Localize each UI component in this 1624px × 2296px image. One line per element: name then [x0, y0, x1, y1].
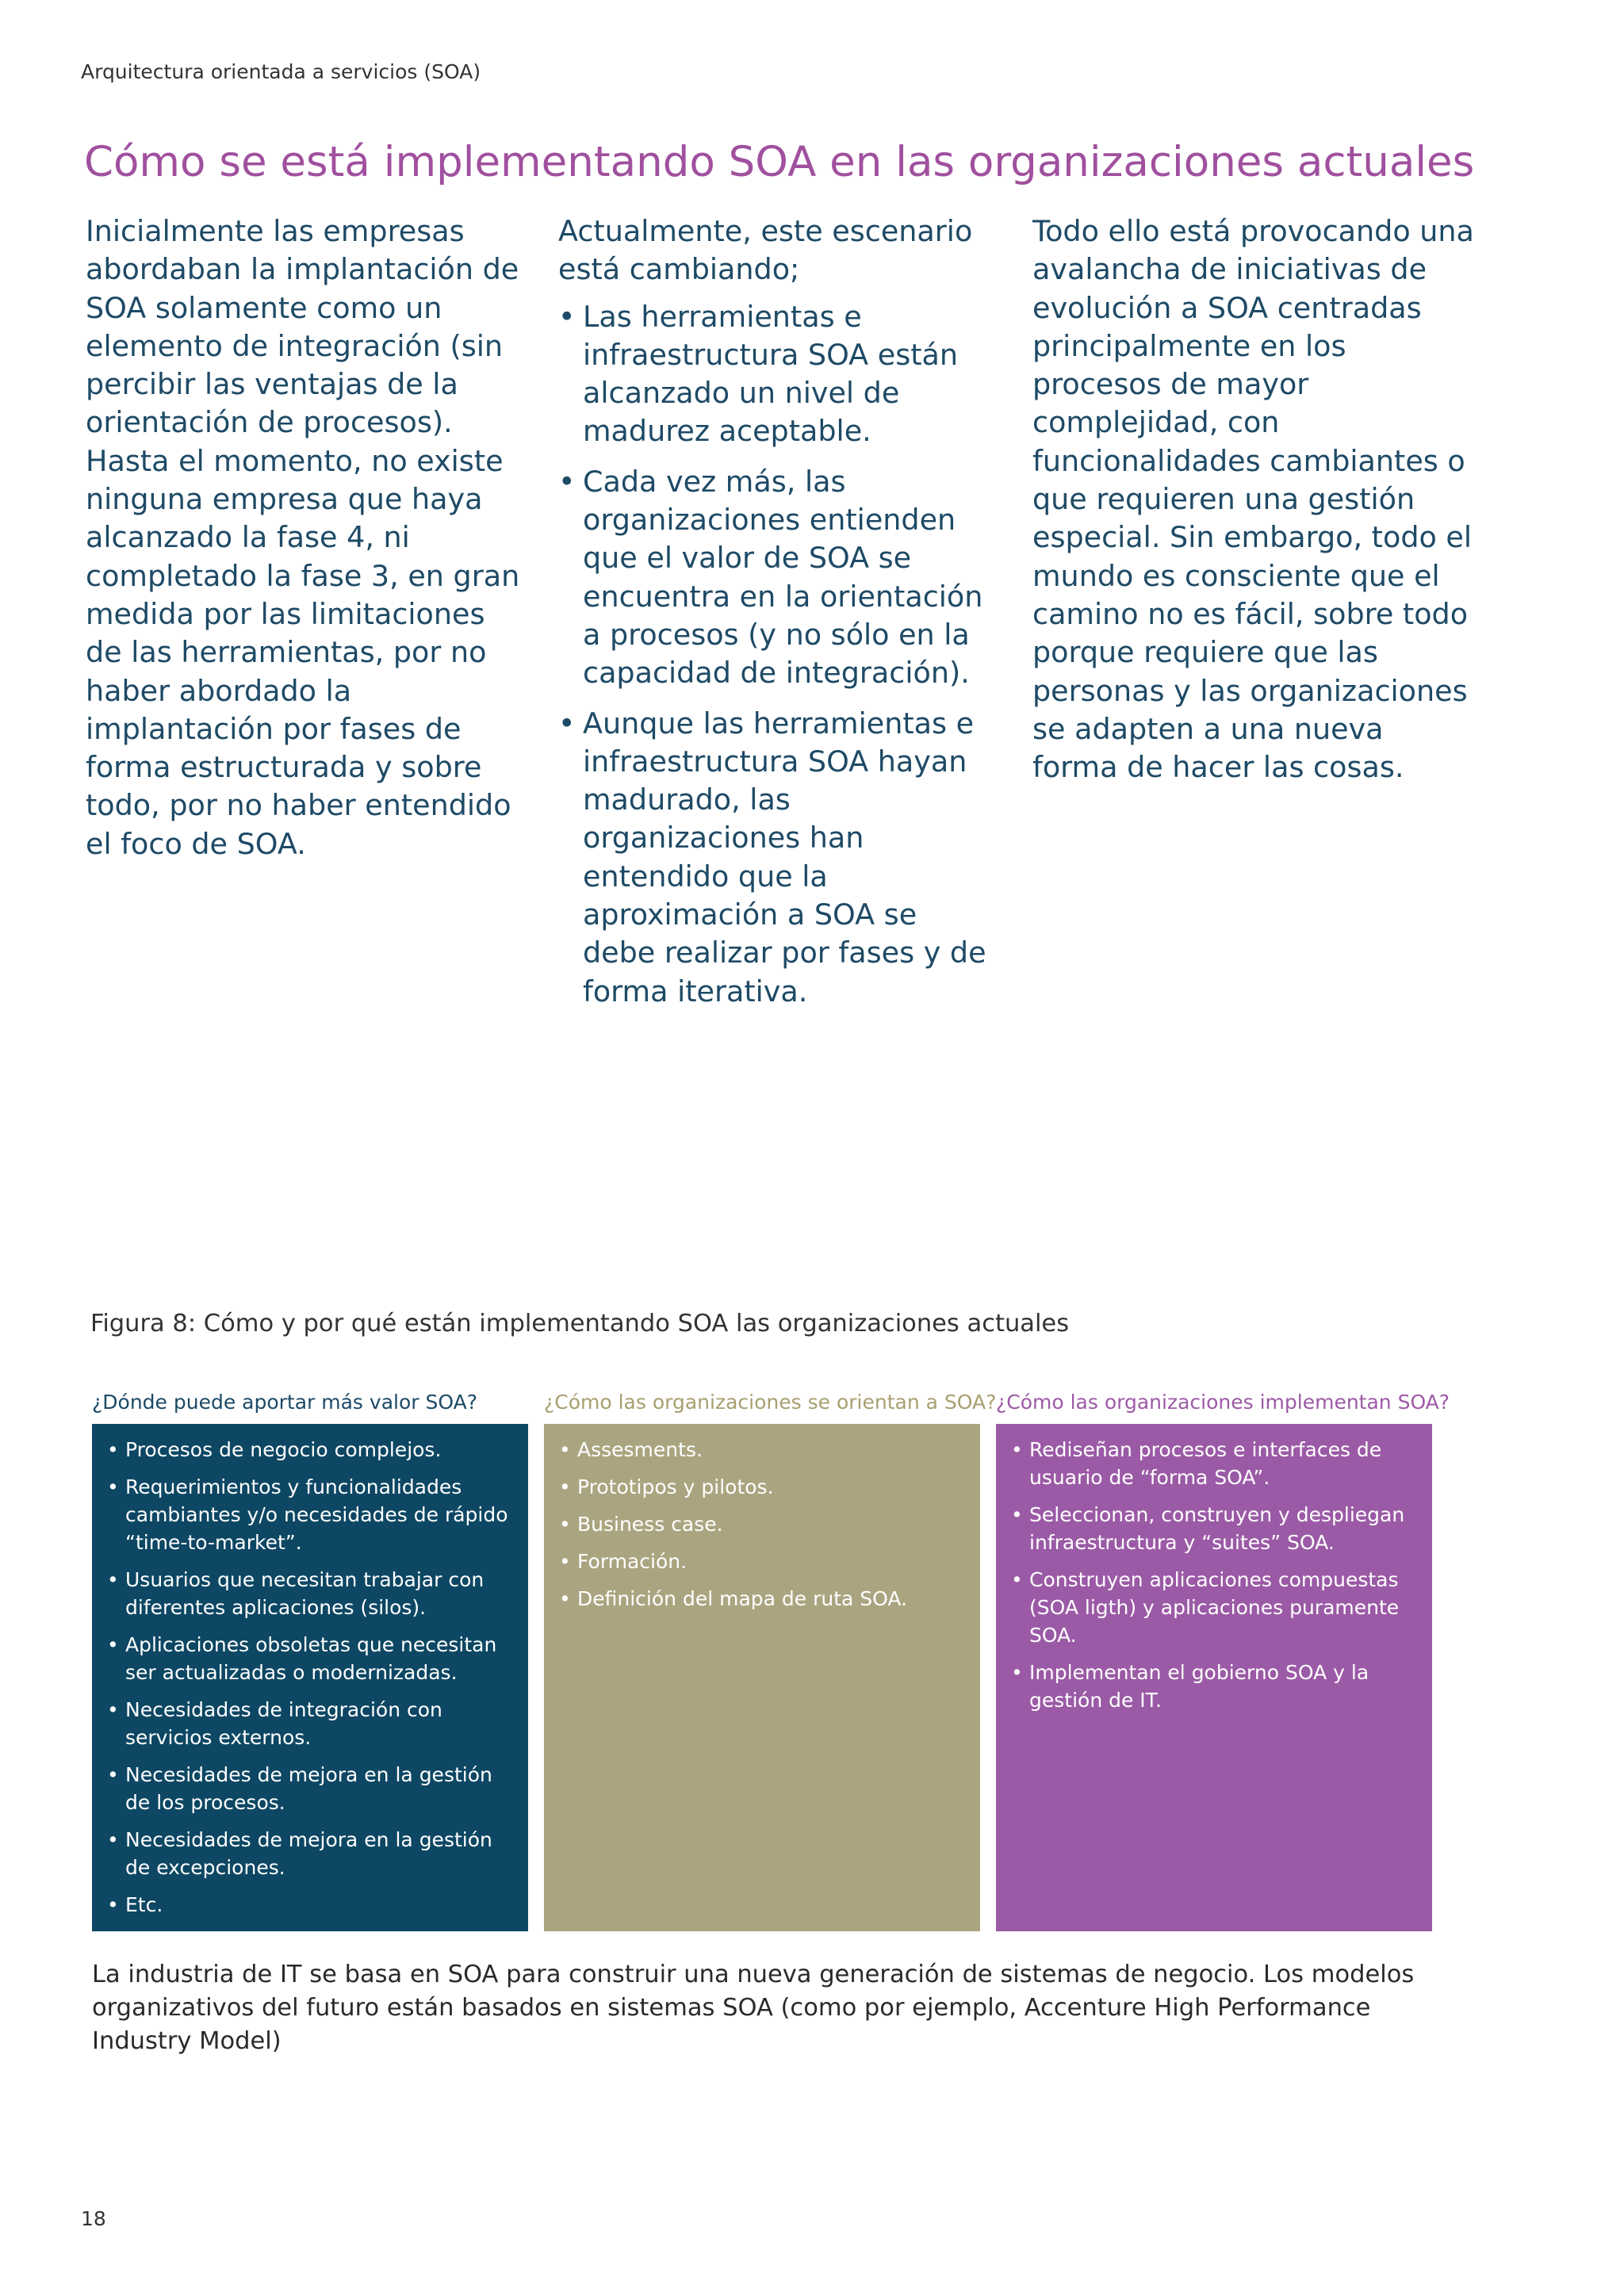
figure-caption: Figura 8: Cómo y por qué están implementando SOA las organizaciones actuales	[90, 1310, 1070, 1337]
figure-box-1-heading: ¿Dónde puede aportar más valor SOA?	[92, 1391, 477, 1414]
figure-box-2-list	[556, 1436, 961, 1613]
list-item: • Etc.	[104, 1891, 509, 1919]
running-head: Arquitectura orientada a servicios (SOA)	[81, 60, 481, 83]
list-item: • Rediseñan procesos e interfaces de usuario de “forma SOA”.	[1008, 1436, 1413, 1491]
list-item: • Definición del mapa de ruta SOA.	[556, 1585, 961, 1613]
figure-box-implementation	[996, 1424, 1432, 1931]
column-2-intro: Actualmente, este escenario está cambiando;	[558, 214, 973, 287]
list-item: • Necesidades de mejora en la gestión de los procesos.	[104, 1761, 509, 1816]
list-item: • Necesidades de mejora en la gestión de excepciones.	[104, 1826, 509, 1881]
list-item: • Aplicaciones obsoletas que necesitan ser actualizadas o modernizadas.	[104, 1631, 509, 1686]
figure-box-1-list	[104, 1436, 509, 1919]
column-2-bullet-list	[558, 298, 986, 1011]
list-item: • Formación.	[556, 1548, 961, 1575]
page-title: Cómo se está implementando SOA en las organizaciones actuales	[84, 138, 1475, 186]
figure-box-3-heading: ¿Cómo las organizaciones implementan SOA?	[996, 1391, 1450, 1414]
list-item: • Usuarios que necesitan trabajar con diferentes aplicaciones (silos).	[104, 1566, 509, 1621]
list-item: • Implementan el gobierno SOA y la gestión de IT.	[1008, 1659, 1413, 1714]
list-item: • Assesments.	[556, 1436, 961, 1464]
figure-box-2-heading: ¿Cómo las organizaciones se orientan a SOA?	[544, 1391, 997, 1414]
list-item: • Seleccionan, construyen y despliegan infraestructura y “suites” SOA.	[1008, 1501, 1413, 1556]
list-item: • Requerimientos y funcionalidades cambiantes y/o necesidades de rápido “time-to-market”.	[104, 1473, 509, 1556]
list-item: • Construyen aplicaciones compuestas (SOA ligth) y aplicaciones puramente SOA.	[1008, 1566, 1413, 1649]
list-item: • Necesidades de integración con servicios externos.	[104, 1696, 509, 1751]
figure-box-3-list	[1008, 1436, 1413, 1714]
list-item: • Prototipos y pilotos.	[556, 1473, 961, 1501]
figure-summary: La industria de IT se basa en SOA para construir una nueva generación de sistemas de negocio. Los modelos organizativos del futuro están basados en sistemas SOA (como por ejemplo, Accenture High Performance Industry Model)	[92, 1961, 1415, 2055]
figure-box-orientation	[544, 1424, 980, 1931]
column-3-paragraph: Todo ello está provocando una avalancha de iniciativas de evolución a SOA centradas principalmente en los procesos de mayor complejidad, con funcionalidades cambiantes o que requieren una gestión especial. Sin embargo, todo el mundo es consciente que el camino no es fácil, sobre todo porque requiere que las personas y las organizaciones se adapten a una nueva forma de hacer las cosas.	[1032, 214, 1474, 785]
text-column-1	[86, 212, 530, 863]
text-column-3	[1032, 212, 1477, 786]
column-2-bullet: • Cada vez más, las organizaciones entienden que el valor de SOA se encuentra en la orientación a procesos (y no sólo en la capacidad de integración).	[558, 463, 986, 693]
figure-box-value	[92, 1424, 528, 1931]
column-1-paragraph: Inicialmente las empresas abordaban la implantación de SOA solamente como un elemento de integración (sin percibir las ventajas de la orientación de procesos). Hasta el momento, no existe ninguna empresa que haya alcanzado la fase 4, ni completado la fase 3, en gran medida por las limitaciones de las herramientas, por no haber abordado la implantación por fases de forma estructurada y sobre todo, por no haber entendido el foco de SOA.	[86, 214, 520, 861]
page-number: 18	[81, 2207, 106, 2230]
list-item: • Procesos de negocio complejos.	[104, 1436, 509, 1464]
column-2-bullet: • Las herramientas e infraestructura SOA están alcanzado un nivel de madurez aceptable.	[558, 298, 986, 451]
list-item: • Business case.	[556, 1510, 961, 1538]
column-2-bullet: • Aunque las herramientas e infraestructura SOA hayan madurado, las organizaciones han entendido que la aproximación a SOA se debe realizar por fases y de forma iterativa.	[558, 705, 986, 1011]
text-column-2	[558, 212, 986, 1023]
